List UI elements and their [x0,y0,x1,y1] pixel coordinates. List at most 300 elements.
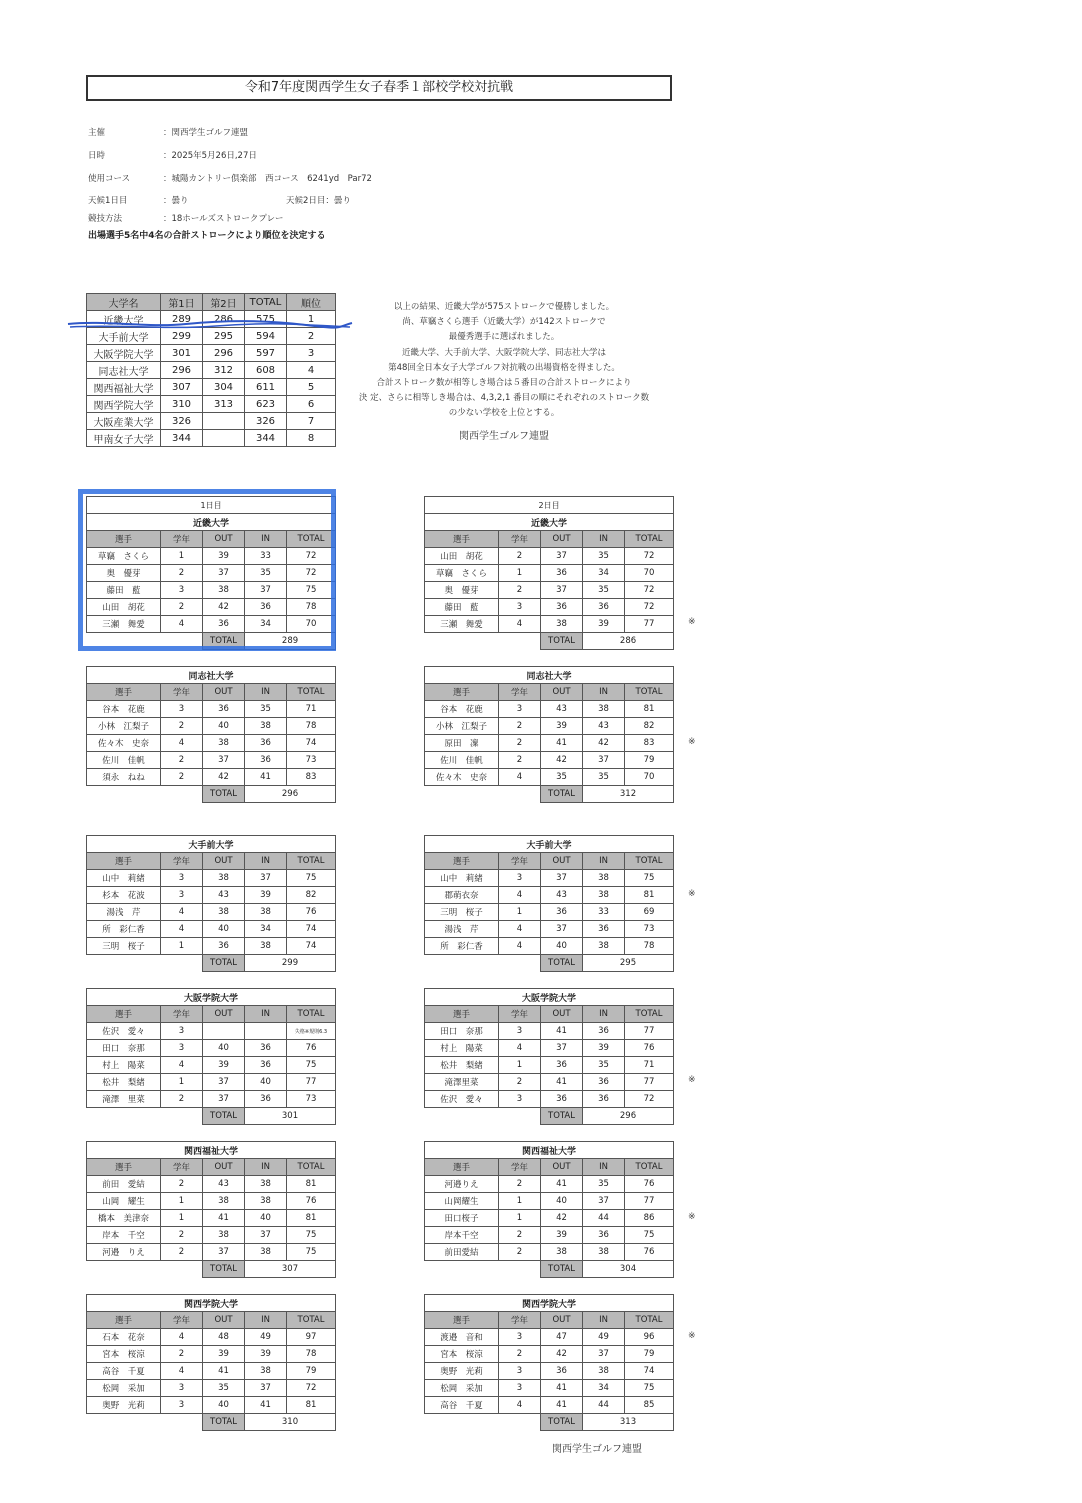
player-row [425,718,674,735]
player-score: 2 [499,752,541,769]
score-header-cell: 学年 [161,853,203,870]
player-score: 3 [161,887,203,904]
player-score: 2 [499,1074,541,1091]
note-mark: ※ [688,1075,696,1085]
player-row [425,616,674,633]
player-score: 36 [583,921,625,938]
result-line: 第48回全日本女子大学ゴルフ対抗戦の出場資格を得ました。 [388,362,620,373]
player-score: 4 [161,616,203,633]
player-score: 1 [161,1210,203,1227]
team-total-label: TOTAL [203,633,245,650]
player-name: 草竊 さくら [87,548,161,565]
score-table [86,988,336,1125]
player-score: 78 [287,599,336,616]
player-score: 86 [625,1210,674,1227]
player-row [425,1023,674,1040]
player-score: 42 [583,735,625,752]
score-table [424,1141,674,1278]
score-header-cell: 選手 [425,1006,499,1023]
summary-row [87,345,336,362]
player-row [87,582,336,599]
player-row [425,870,674,887]
player-score: 2 [161,599,203,616]
player-score: 失格※規則6.3 [287,1023,336,1040]
summary-cell [203,430,245,447]
player-score: 49 [583,1329,625,1346]
player-score: 43 [541,701,583,718]
university-row [87,836,336,853]
player-score: 73 [287,1091,336,1108]
player-score: 44 [583,1397,625,1414]
player-score: 4 [161,1057,203,1074]
player-row [87,769,336,786]
info-label: 競技方法 [88,214,123,224]
score-header-cell: TOTAL [287,1159,336,1176]
player-name: 谷本 花鹿 [87,701,161,718]
player-score: 36 [541,565,583,582]
player-score: 36 [541,1057,583,1074]
score-header-cell: TOTAL [287,853,336,870]
team-total-value: 296 [583,1108,674,1125]
player-score: 3 [499,1363,541,1380]
university-name: 大手前大学 [87,836,336,853]
player-score: 40 [203,921,245,938]
blank-cell [425,1108,541,1125]
note-mark: ※ [688,889,696,899]
info-value: ：関西学生ゴルフ連盟 [163,128,249,138]
player-score: 76 [625,1176,674,1193]
player-score: 38 [203,904,245,921]
summary-cell: 313 [203,396,245,413]
team-total-value: 310 [245,1414,336,1431]
player-name: 松岡 采加 [87,1380,161,1397]
player-score: 74 [287,735,336,752]
player-score: 36 [541,1363,583,1380]
player-score: 41 [245,1397,287,1414]
player-score: 37 [203,1074,245,1091]
player-row [87,921,336,938]
player-score: 40 [541,938,583,955]
player-score: 79 [625,752,674,769]
score-header-cell: TOTAL [625,1159,674,1176]
score-header-cell: IN [583,1312,625,1329]
player-score: 74 [287,938,336,955]
player-score: 38 [583,887,625,904]
player-row [425,752,674,769]
player-score: 81 [287,1397,336,1414]
player-score: 70 [625,565,674,582]
score-header-cell: TOTAL [625,1006,674,1023]
player-name: 河邉りえ [425,1176,499,1193]
player-score: 37 [583,752,625,769]
player-score: 43 [203,887,245,904]
rule-text: 出場選手5名中4名の合計ストロークにより順位を決定する [88,231,326,241]
player-score: 72 [287,1380,336,1397]
score-table [86,666,336,803]
score-header-cell: TOTAL [625,1312,674,1329]
player-score: 2 [161,1346,203,1363]
player-score: 35 [203,1380,245,1397]
player-name: 滝澤 里菜 [87,1091,161,1108]
summary-cell: 7 [287,413,336,430]
player-score: 71 [287,701,336,718]
player-name: 湯浅 芹 [87,904,161,921]
player-score: 82 [625,718,674,735]
score-header-cell: TOTAL [287,531,336,548]
player-row [87,752,336,769]
score-header-cell: 選手 [87,531,161,548]
player-row [87,616,336,633]
player-score: 38 [583,1363,625,1380]
university-row [425,836,674,853]
player-score: 3 [161,870,203,887]
player-score: 1 [499,904,541,921]
score-header-row [87,531,336,548]
player-score: 37 [203,1091,245,1108]
score-header-cell: TOTAL [287,1006,336,1023]
player-score: 40 [245,1074,287,1091]
info-value: ：2025年5月26日,27日 [163,151,257,161]
player-score: 4 [161,921,203,938]
player-score: 37 [245,1227,287,1244]
player-score: 33 [583,904,625,921]
summary-cell: 310 [161,396,203,413]
player-score: 3 [499,1023,541,1040]
player-score: 75 [625,1380,674,1397]
score-header-cell: OUT [203,1006,245,1023]
player-score: 71 [625,1057,674,1074]
player-row [425,1091,674,1108]
team-total-row [425,786,674,803]
player-row [87,1210,336,1227]
score-header-cell: 選手 [425,1312,499,1329]
player-row [87,904,336,921]
player-name: 松岡 采加 [425,1380,499,1397]
player-score: 34 [583,1380,625,1397]
player-score: 81 [287,1176,336,1193]
player-score: 2 [499,735,541,752]
summary-cell: 299 [161,328,203,345]
blank-cell [87,786,203,803]
team-total-value: 286 [583,633,674,650]
player-score: 36 [203,938,245,955]
summary-cell: 623 [245,396,287,413]
summary-row [87,379,336,396]
player-score: 36 [541,1091,583,1108]
player-score: 73 [625,921,674,938]
score-header-cell: OUT [203,853,245,870]
team-total-value: 307 [245,1261,336,1278]
player-score: 35 [245,701,287,718]
result-lines [345,300,663,422]
score-header-cell: OUT [541,684,583,701]
score-header-cell: IN [583,853,625,870]
summary-cell: 344 [161,430,203,447]
player-name: 草竊 さくら [425,565,499,582]
summary-cell: 5 [287,379,336,396]
player-score: 77 [287,1074,336,1091]
score-header-cell: 学年 [499,531,541,548]
team-total-row [87,1108,336,1125]
player-score: 79 [287,1363,336,1380]
player-score: 41 [541,1023,583,1040]
player-name: 杉本 花波 [87,887,161,904]
score-header-row [425,1006,674,1023]
team-total-row [87,955,336,972]
player-score: 3 [499,1091,541,1108]
team-total-value: 313 [583,1414,674,1431]
player-score: 36 [583,1227,625,1244]
player-score: 35 [583,1057,625,1074]
score-header-cell: IN [245,531,287,548]
player-row [87,1057,336,1074]
player-score: 70 [287,616,336,633]
university-name: 同志社大学 [87,667,336,684]
player-name: 橋本 美津奈 [87,1210,161,1227]
player-score: 4 [499,1040,541,1057]
info-value: ：城陽カントリー倶楽部 西コース 6241yd Par72 [163,174,372,184]
player-row [87,938,336,955]
player-row [87,548,336,565]
player-score: 75 [287,870,336,887]
summary-cell: 大手前大学 [87,328,161,345]
player-score: 37 [245,582,287,599]
summary-cell: 611 [245,379,287,396]
score-header-cell: IN [583,1006,625,1023]
player-score: 38 [203,1227,245,1244]
player-row [87,1244,336,1261]
player-name: 滝澤里菜 [425,1074,499,1091]
player-score: 78 [287,1346,336,1363]
player-row [425,1057,674,1074]
player-score: 37 [583,1193,625,1210]
player-name: 佐川 佳帆 [87,752,161,769]
player-score: 1 [499,1210,541,1227]
player-score [203,1023,245,1040]
summary-cell: 関西学院大学 [87,396,161,413]
player-score: 35 [583,548,625,565]
player-score: 39 [203,548,245,565]
player-name: 藤田 藍 [425,599,499,616]
summary-row [87,413,336,430]
player-row [87,1227,336,1244]
score-header-cell: OUT [541,1159,583,1176]
player-score: 40 [203,1040,245,1057]
score-table [86,1141,336,1278]
summary-header-cell: 第2日 [203,294,245,311]
player-name: 松井 梨緒 [425,1057,499,1074]
result-line: 決 定、さらに相等しき場合は、4,3,2,1 番目の順にそれぞれのストローク数 [358,393,650,404]
team-total-value: 312 [583,786,674,803]
summary-cell: 近畿大学 [87,311,161,328]
university-name: 関西福祉大学 [425,1142,674,1159]
player-score: 3 [499,1380,541,1397]
player-name: 渡邉 音和 [425,1329,499,1346]
day-row [425,497,674,514]
player-score: 1 [161,1193,203,1210]
player-score: 2 [499,548,541,565]
player-name: 三明 桜子 [425,904,499,921]
player-score: 81 [625,701,674,718]
player-score: 77 [625,1074,674,1091]
player-name: 藤田 藍 [87,582,161,599]
player-score: 2 [499,1244,541,1261]
player-row [425,1227,674,1244]
player-score: 38 [245,1244,287,1261]
player-score: 3 [161,1397,203,1414]
player-score: 3 [161,1040,203,1057]
summary-cell: 4 [287,362,336,379]
player-score: 36 [245,735,287,752]
player-score: 1 [499,1057,541,1074]
player-score: 78 [625,938,674,955]
summary-cell: 326 [161,413,203,430]
summary-cell: 大阪学院大学 [87,345,161,362]
player-score: 35 [245,565,287,582]
summary-cell: 3 [287,345,336,362]
player-score: 36 [583,1074,625,1091]
score-table [424,496,674,650]
player-row [425,735,674,752]
team-total-row [87,1261,336,1278]
player-score: 72 [625,582,674,599]
score-header-row [425,853,674,870]
player-score: 1 [499,565,541,582]
summary-cell: 295 [203,328,245,345]
player-row [425,938,674,955]
score-header-cell: TOTAL [287,684,336,701]
player-row [87,735,336,752]
player-row [425,599,674,616]
score-header-cell: IN [583,684,625,701]
player-row [425,1244,674,1261]
note-mark: ※ [688,1331,696,1341]
summary-cell: 307 [161,379,203,396]
player-score: 36 [583,1091,625,1108]
player-score: 72 [287,565,336,582]
player-score: 77 [625,1193,674,1210]
player-name: 山岡 耀生 [87,1193,161,1210]
player-score: 39 [541,718,583,735]
player-score: 41 [541,735,583,752]
player-row [425,769,674,786]
player-name: 三明 桜子 [87,938,161,955]
player-score: 2 [499,1227,541,1244]
result-line: 最優秀選手に選ばれました。 [448,332,560,343]
player-score: 3 [499,1329,541,1346]
info-label: 使用コース [88,174,131,184]
player-score: 74 [287,921,336,938]
player-score: 49 [245,1329,287,1346]
player-name: 松井 梨緒 [87,1074,161,1091]
player-score: 4 [161,904,203,921]
result-line: の少ない学校を上位とする。 [448,408,560,419]
player-score: 36 [245,599,287,616]
score-header-cell: IN [245,853,287,870]
score-header-cell: IN [583,531,625,548]
blank-cell [425,633,541,650]
player-score: 2 [161,1091,203,1108]
team-total-row [425,955,674,972]
player-score: 36 [203,616,245,633]
player-score: 4 [161,735,203,752]
summary-cell: 326 [245,413,287,430]
player-score: 43 [541,887,583,904]
summary-header-row [87,294,336,311]
summary-cell: 344 [245,430,287,447]
score-header-cell: 選手 [87,1159,161,1176]
blank-cell [87,1108,203,1125]
blank-cell [87,955,203,972]
player-score: 39 [203,1057,245,1074]
player-row [87,1193,336,1210]
player-score: 48 [203,1329,245,1346]
player-score: 72 [625,1091,674,1108]
player-name: 佐川 佳帆 [425,752,499,769]
blank-cell [425,1414,541,1431]
player-score: 79 [625,1346,674,1363]
score-header-row [425,1159,674,1176]
summary-header-cell: 順位 [287,294,336,311]
player-score: 38 [245,904,287,921]
player-score: 37 [583,1346,625,1363]
player-score: 38 [245,1193,287,1210]
score-table [424,835,674,972]
player-score: 38 [245,1176,287,1193]
player-score: 37 [245,1380,287,1397]
summary-header-cell: 大学名 [87,294,161,311]
summary-cell: 608 [245,362,287,379]
player-score: 2 [499,718,541,735]
summary-row [87,430,336,447]
summary-header-cell: TOTAL [245,294,287,311]
player-name: 山田 胡花 [87,599,161,616]
score-header-cell: 選手 [87,1312,161,1329]
player-score: 41 [541,1074,583,1091]
player-score [245,1023,287,1040]
player-score: 36 [245,1057,287,1074]
player-score: 33 [245,548,287,565]
team-total-value: 295 [583,955,674,972]
score-header-cell: OUT [203,684,245,701]
team-total-value: 304 [583,1261,674,1278]
score-header-row [425,684,674,701]
score-header-cell: 学年 [161,531,203,548]
player-score: 72 [287,548,336,565]
player-row [425,1176,674,1193]
result-line: 近畿大学、大手前大学、大阪学院大学、同志社大学は [401,347,606,358]
player-score: 2 [499,1346,541,1363]
score-header-cell: 学年 [161,1159,203,1176]
score-header-cell: OUT [541,853,583,870]
university-name: 同志社大学 [425,667,674,684]
summary-row [87,362,336,379]
player-score: 75 [287,582,336,599]
info-value: ：曇り [163,196,189,206]
player-score: 3 [499,870,541,887]
player-score: 3 [499,701,541,718]
player-score: 42 [203,599,245,616]
player-name: 佐々木 史奈 [425,769,499,786]
player-row [425,921,674,938]
player-score: 36 [245,1040,287,1057]
player-score: 38 [541,1244,583,1261]
summary-cell: 1 [287,311,336,328]
player-score: 4 [161,1363,203,1380]
player-score: 83 [625,735,674,752]
player-score: 1 [499,1193,541,1210]
summary-cell: 296 [203,345,245,362]
